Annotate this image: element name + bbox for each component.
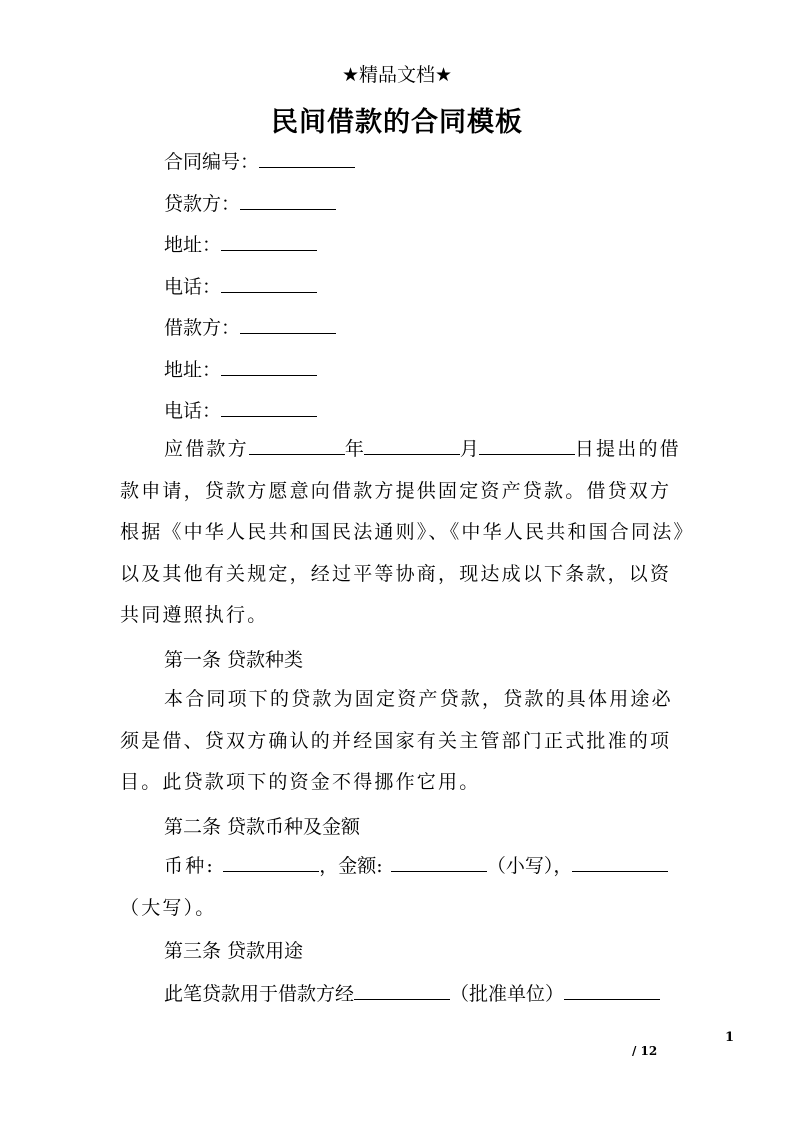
field-label: 借款方： [164,317,241,339]
blank-line[interactable] [479,438,575,455]
amount-label: ，金额: [319,855,383,877]
field-label: 合同编号： [164,151,260,173]
month-label: 月 [459,438,479,460]
intro-text: 应借款方 [164,438,249,460]
year-label: 年 [344,438,364,460]
article1-heading: 第一条 贷款种类 [164,649,304,671]
field-borrower-phone [164,398,317,423]
field-contract-no [164,149,355,174]
article2-body [120,846,686,929]
article3-text: 此笔贷款用于借款方经 [164,983,355,1005]
field-lender-address [164,232,317,257]
article3-approval-label: （批准单位） [450,983,565,1005]
page-number: 1 [725,1030,735,1045]
blank-line[interactable] [240,191,336,210]
intro-text-rest: 日提出的借款申请，贷款方愿意向借款方提供固定资产贷款。借贷双方根据《中华人民共和国民法通则》、《中华人民共和国合同法》以及其他有关规定，经过平等协商，现达成以下条款，以资共同遵照执行。 [120,438,686,626]
blank-line[interactable] [221,357,317,376]
field-label: 电话： [164,276,222,298]
field-label: 地址： [164,234,222,256]
page-total: / 12 [632,1044,658,1058]
blank-line[interactable] [354,981,450,1000]
header-label: ★精品文档★ [341,64,453,86]
field-label: 贷款方： [164,193,241,215]
document-title: 民间借款的合同模板 [271,107,523,138]
article2-heading: 第二条 贷款币种及金额 [164,816,361,838]
big-amount-label: （大写）。 [120,896,217,919]
field-lender-phone [164,274,317,299]
blank-line[interactable] [221,274,317,293]
blank-line[interactable] [364,438,460,455]
blank-line[interactable] [249,438,345,455]
blank-line[interactable] [240,315,336,334]
article1-body: 本合同项下的贷款为固定资产贷款，贷款的具体用途必须是借、贷双方确认的并经国家有关主管部门正式批准的项目。此贷款项下的资金不得挪作它用。 [120,688,673,793]
field-label: 电话： [164,400,222,422]
blank-line[interactable] [259,149,355,168]
article3-body [164,981,660,1006]
blank-line[interactable] [223,855,319,872]
blank-line[interactable] [221,398,317,417]
field-borrower [164,315,336,340]
intro-paragraph [120,429,686,637]
blank-line[interactable] [564,981,660,1000]
field-label: 地址： [164,359,222,381]
currency-label: 币种: [164,855,216,877]
field-borrower-address [164,357,317,382]
blank-line[interactable] [572,855,668,872]
small-amount-label: （小写）， [486,855,573,877]
article3-heading: 第三条 贷款用途 [164,940,304,962]
field-lender [164,191,336,216]
blank-line[interactable] [221,232,317,251]
blank-line[interactable] [391,855,487,872]
